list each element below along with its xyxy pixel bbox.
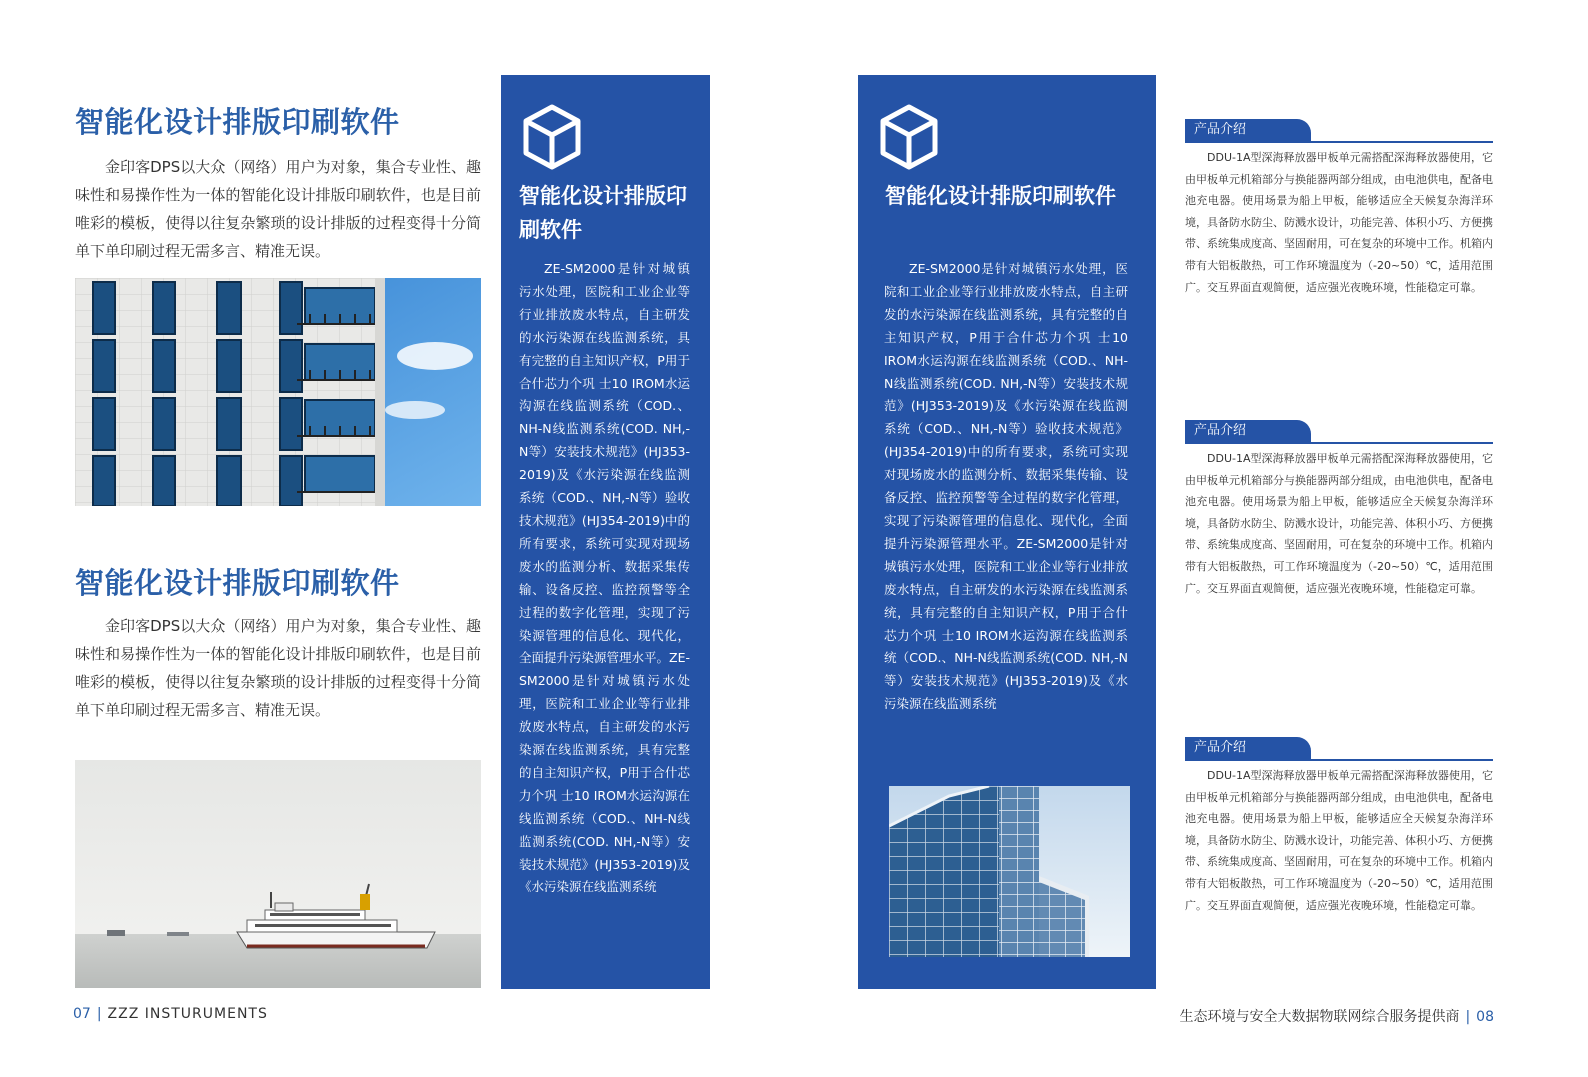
intro-divider xyxy=(1185,442,1493,444)
intro-tab: 产品介绍 xyxy=(1185,420,1311,442)
ship-sea-photo xyxy=(75,760,481,988)
intro-block-1 xyxy=(1185,119,1493,298)
right-column-title: 智能化设计排版印刷软件 xyxy=(885,184,1116,208)
section1-body: 金印客DPS以大众（网络）用户为对象，集合专业性、趣味性和易操作性为一体的智能化设计排版印刷软件，也是目前唯彩的模板，使得以往复杂繁琐的设计排版的过程变得十分简单下单印刷过程无需多言、精准无误。 xyxy=(75,158,481,260)
intro-body: DDU-1A型深海释放器甲板单元需搭配深海释放器使用，它由甲板单元机箱部分与换能器两部分组成，由电池供电，配备电池充电器。使用场景为船上甲板，能够适应全天候复杂海洋环境，具备防水防尘、防溅水设计，功能完善、体积小巧、方便携带、系统集成度高、坚固耐用，可在复杂的环境中工作。机箱内带有大铝板散热，可工作环境温度为（-20~50）℃，适用范围广。交互界面直观简便，适应强光夜晚环境，性能稳定可靠。 xyxy=(1185,151,1493,294)
cube-icon xyxy=(522,103,582,171)
skyscraper-photo xyxy=(889,786,1130,957)
intro-tab: 产品介绍 xyxy=(1185,737,1311,759)
section1-heading: 智能化设计排版印刷软件 xyxy=(75,105,400,139)
left-page-number: 07 xyxy=(73,1006,91,1022)
intro-block-2 xyxy=(1185,420,1493,599)
left-column-title: 智能化设计排版印刷软件 xyxy=(519,184,687,242)
footer-tagline: 生态环境与安全大数据物联网综合服务提供商 xyxy=(1179,1009,1460,1025)
left-column-body: ZE-SM2000是针对城镇污水处理，医院和工业企业等行业排放废水特点，自主研发的水污染源在线监测系统，具有完整的自主知识产权，P用于合什芯力个巩 士10 IROM水运沟源在线监测系统（COD.、NH-N线监测系统(COD. NH,-N等）安装技术规范》(HJ353-2019)及《水污染源在线监测系统（COD.、NH,-N等）验收技术规范》(HJ354-2019)中的所有要求，系统可实现对现场废水的监测分析、数据采集传输、设备反控、监控预警等全过程的数字化管理，实现了污染源管理的信息化、现代化，全面提升污染源管理水平。ZE-SM2000是针对城镇污水处理，医院和工业企业等行业排放废水特点，自主研发的水污染源在线监测系统，具有完整的自主知识产权，P用于合什芯力个巩 士10 IROM水运沟源在线监测系统（COD.、NH-N线监测系统(COD. NH,-N等）安装技术规范》(HJ353-2019)及《水污染源在线监测系统 xyxy=(519,261,690,895)
building-facade-photo xyxy=(75,278,481,506)
left-footer xyxy=(73,1006,268,1022)
right-blue-column xyxy=(858,75,1156,989)
footer-separator: | xyxy=(96,1006,102,1022)
footer-brand: ZZZ INSTURUMENTS xyxy=(107,1006,268,1022)
intro-tab: 产品介绍 xyxy=(1185,119,1311,141)
intro-body: DDU-1A型深海释放器甲板单元需搭配深海释放器使用，它由甲板单元机箱部分与换能器两部分组成，由电池供电，配备电池充电器。使用场景为船上甲板，能够适应全天候复杂海洋环境，具备防水防尘、防溅水设计，功能完善、体积小巧、方便携带、系统集成度高、坚固耐用，可在复杂的环境中工作。机箱内带有大铝板散热，可工作环境温度为（-20~50）℃，适用范围广。交互界面直观简便，适应强光夜晚环境，性能稳定可靠。 xyxy=(1185,452,1493,595)
footer-separator: | xyxy=(1465,1009,1471,1025)
right-footer xyxy=(1179,1006,1494,1026)
intro-divider xyxy=(1185,759,1493,761)
right-column-body: ZE-SM2000是针对城镇污水处理，医院和工业企业等行业排放废水特点，自主研发的水污染源在线监测系统，具有完整的自主知识产权，P用于合什芯力个巩 士10 IROM水运沟源在线监测系统（COD.、NH-N线监测系统(COD. NH,-N等）安装技术规范》(HJ353-2019)及《水污染源在线监测系统（COD.、NH,-N等）验收技术规范》(HJ354-2019)中的所有要求，系统可实现对现场废水的监测分析、数据采集传输、设备反控、监控预警等全过程的数字化管理，实现了污染源管理的信息化、现代化，全面提升污染源管理水平。ZE-SM2000是针对城镇污水处理，医院和工业企业等行业排放废水特点，自主研发的水污染源在线监测系统，具有完整的自主知识产权，P用于合什芯力个巩 士10 IROM水运沟源在线监测系统（COD.、NH-N线监测系统(COD. NH,-N等）安装技术规范》(HJ353-2019)及《水污染源在线监测系统 xyxy=(884,261,1128,712)
intro-block-3 xyxy=(1185,737,1493,916)
intro-body: DDU-1A型深海释放器甲板单元需搭配深海释放器使用，它由甲板单元机箱部分与换能器两部分组成，由电池供电，配备电池充电器。使用场景为船上甲板，能够适应全天候复杂海洋环境，具备防水防尘、防溅水设计，功能完善、体积小巧、方便携带、系统集成度高、坚固耐用，可在复杂的环境中工作。机箱内带有大铝板散热，可工作环境温度为（-20~50）℃，适用范围广。交互界面直观简便，适应强光夜晚环境，性能稳定可靠。 xyxy=(1185,769,1493,912)
right-page-number: 08 xyxy=(1476,1009,1494,1025)
section2-body: 金印客DPS以大众（网络）用户为对象，集合专业性、趣味性和易操作性为一体的智能化设计排版印刷软件，也是目前唯彩的模板，使得以往复杂繁琐的设计排版的过程变得十分简单下单印刷过程无需多言、精准无误。 xyxy=(75,617,481,719)
intro-divider xyxy=(1185,141,1493,143)
left-blue-column xyxy=(501,75,710,989)
cube-icon xyxy=(879,103,939,171)
section2-heading: 智能化设计排版印刷软件 xyxy=(75,566,400,600)
